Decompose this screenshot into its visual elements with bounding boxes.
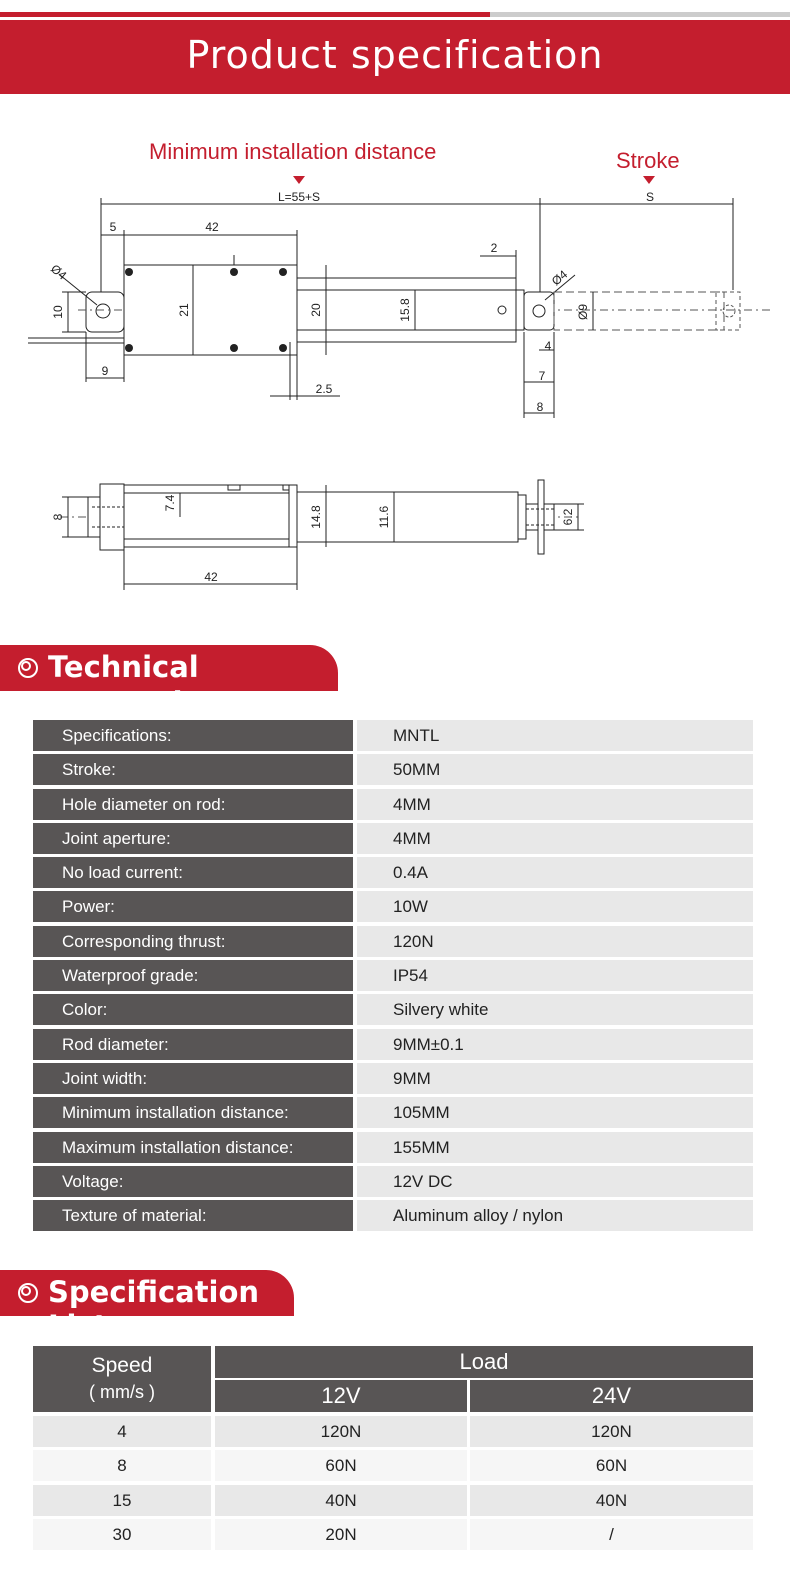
top-accent-bar	[0, 12, 790, 17]
specification-list-table	[33, 1346, 753, 1550]
param-value: 4MM	[357, 789, 753, 820]
load-12v-cell: 20N	[215, 1519, 467, 1550]
dim-7-4: 7.4	[163, 494, 177, 512]
table-row	[33, 754, 753, 785]
param-key: Waterproof grade:	[33, 960, 353, 991]
param-key: Maximum installation distance:	[33, 1132, 353, 1163]
dim-11-6: 11.6	[377, 505, 391, 529]
param-key: Corresponding thrust:	[33, 926, 353, 957]
technical-parameter-table	[33, 720, 753, 1234]
table-row	[33, 789, 753, 820]
param-key: Texture of material:	[33, 1200, 353, 1231]
param-key: Voltage:	[33, 1166, 353, 1197]
param-key: Joint aperture:	[33, 823, 353, 854]
load-24v-cell: /	[470, 1519, 753, 1550]
param-key: Rod diameter:	[33, 1029, 353, 1060]
table-row	[33, 823, 753, 854]
param-value: 9MM±0.1	[357, 1029, 753, 1060]
ring-bullet-icon	[18, 658, 38, 678]
dim-20: 20	[309, 303, 323, 317]
min-install-label: Minimum installation distance	[149, 139, 437, 164]
param-key: No load current:	[33, 857, 353, 888]
load-header-cell: Load	[215, 1346, 753, 1378]
load-12v-cell: 40N	[215, 1485, 467, 1516]
table-row	[33, 994, 753, 1025]
table-row	[33, 1132, 753, 1163]
table-row	[33, 1029, 753, 1060]
param-key: Hole diameter on rod:	[33, 789, 353, 820]
param-value: 0.4A	[357, 857, 753, 888]
dim-42-bottom: 42	[204, 570, 218, 584]
dim-phi4-left: Ø4	[48, 261, 70, 283]
dim-10: 10	[51, 305, 65, 319]
technical-parameter-title: Technical parameter	[48, 650, 220, 718]
spec-table-body	[33, 1416, 753, 1551]
dim-l-total: L=55+S	[277, 190, 321, 204]
load-12v-cell: 60N	[215, 1450, 467, 1481]
param-value: IP54	[357, 960, 753, 991]
load-24v-cell: 60N	[470, 1450, 753, 1481]
specification-list-title: Specification List	[48, 1275, 260, 1343]
table-row	[33, 1097, 753, 1128]
dim-7: 7	[538, 369, 546, 383]
specification-list-tab	[0, 1270, 294, 1343]
param-value: 9MM	[357, 1063, 753, 1094]
dimension-drawing	[0, 120, 790, 610]
dim-2: 2	[490, 241, 498, 255]
table-row	[33, 1450, 753, 1481]
accent-red-segment	[0, 12, 490, 17]
spec-table-header	[33, 1346, 753, 1412]
param-key: Stroke:	[33, 754, 353, 785]
load-24v-cell: 40N	[470, 1485, 753, 1516]
stroke-marker-icon	[643, 176, 655, 184]
technical-parameter-tab	[0, 645, 338, 718]
stroke-label: Stroke	[616, 148, 680, 173]
dim-21: 21	[177, 303, 191, 317]
min-install-marker-icon	[293, 176, 305, 184]
param-key: Minimum installation distance:	[33, 1097, 353, 1128]
param-key: Color:	[33, 994, 353, 1025]
param-value: 120N	[357, 926, 753, 957]
actuator-drawing-svg	[0, 120, 790, 610]
load-12v-cell: 120N	[215, 1416, 467, 1447]
param-value: 12V DC	[357, 1166, 753, 1197]
param-value: MNTL	[357, 720, 753, 751]
dim-15-8: 15.8	[398, 298, 412, 322]
param-value: 4MM	[357, 823, 753, 854]
header-banner	[0, 20, 790, 94]
table-row	[33, 1416, 753, 1447]
dim-6-2: 6.2	[561, 508, 575, 526]
table-row	[33, 891, 753, 922]
voltage-12v-header: 12V	[215, 1380, 467, 1412]
table-row	[33, 857, 753, 888]
table-row	[33, 1166, 753, 1197]
table-row	[33, 926, 753, 957]
speed-header-label: Speed	[91, 1354, 153, 1377]
param-key: Joint width:	[33, 1063, 353, 1094]
dim-2-5: 2.5	[315, 382, 333, 396]
speed-cell: 8	[33, 1450, 211, 1481]
param-value: 10W	[357, 891, 753, 922]
table-row	[33, 1519, 753, 1550]
table-row	[33, 1063, 753, 1094]
load-24v-cell: 120N	[470, 1416, 753, 1447]
param-value: Aluminum alloy / nylon	[357, 1200, 753, 1231]
dim-42-top: 42	[205, 220, 219, 234]
table-row	[33, 960, 753, 991]
param-key: Power:	[33, 891, 353, 922]
speed-cell: 4	[33, 1416, 211, 1447]
dim-s: S	[645, 190, 655, 204]
voltage-24v-header: 24V	[470, 1380, 753, 1412]
speed-cell: 15	[33, 1485, 211, 1516]
table-row	[33, 720, 753, 751]
speed-cell: 30	[33, 1519, 211, 1550]
table-row	[33, 1485, 753, 1516]
param-value: 155MM	[357, 1132, 753, 1163]
page-title: Product specification	[186, 33, 604, 77]
param-key: Specifications:	[33, 720, 353, 751]
dim-5: 5	[109, 220, 117, 234]
param-value: 50MM	[357, 754, 753, 785]
param-value: 105MM	[357, 1097, 753, 1128]
speed-unit-label: ( mm/s )	[89, 1382, 155, 1402]
dim-8-side: 8	[51, 513, 65, 521]
param-value: Silvery white	[357, 994, 753, 1025]
table-row	[33, 1200, 753, 1231]
ring-bullet-icon	[18, 1283, 38, 1303]
speed-header-cell	[33, 1346, 211, 1412]
dim-4: 4	[544, 339, 552, 353]
accent-gray-segment	[490, 12, 790, 17]
dim-9: 9	[101, 364, 109, 378]
dim-8-right: 8	[536, 400, 544, 414]
dim-phi4-right: Ø4	[548, 267, 571, 289]
dim-14-8: 14.8	[309, 505, 323, 529]
dim-phi9: Ø9	[576, 303, 590, 321]
